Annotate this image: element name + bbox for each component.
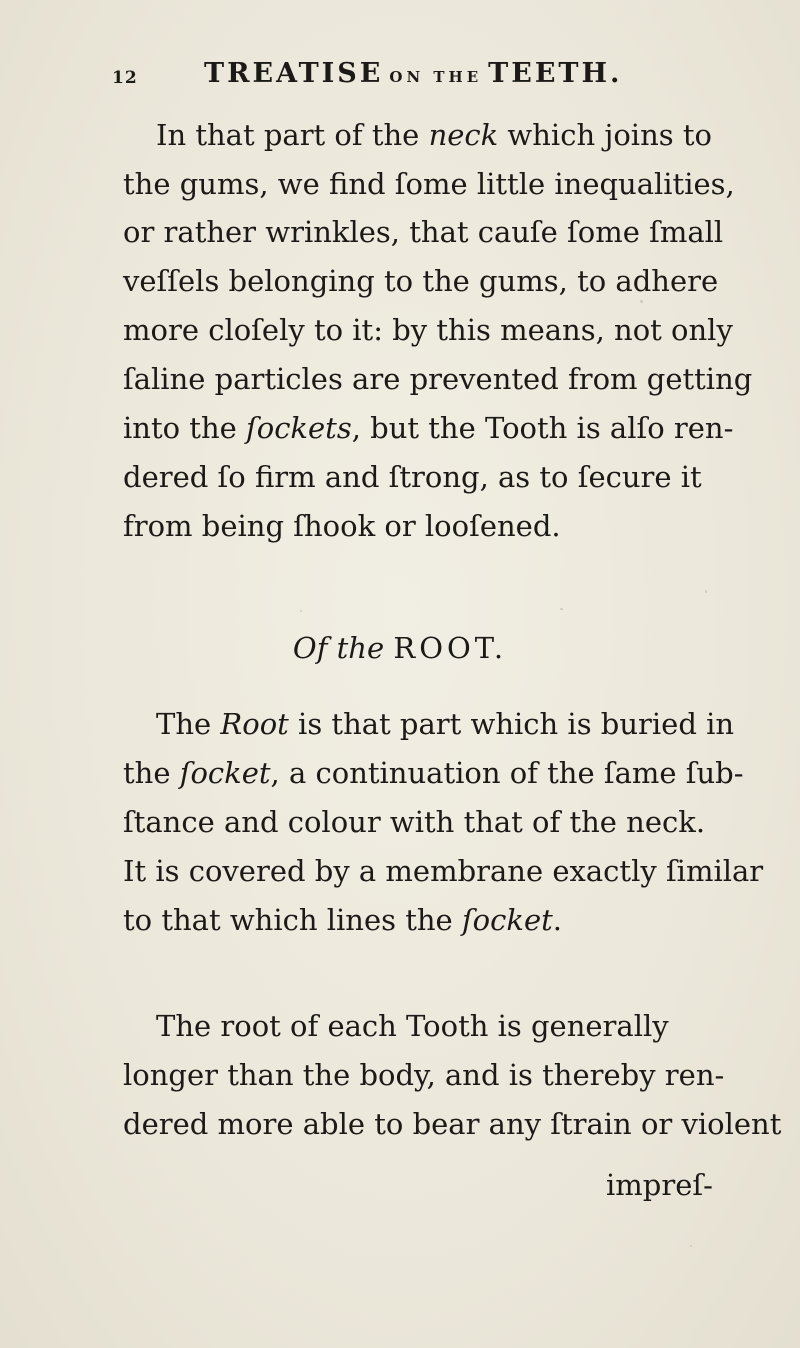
running-title-teeth: TEETH. — [488, 58, 623, 89]
paragraph-line: ſaline particles are prevented from getting — [123, 362, 753, 396]
paragraph-line: longer than the body, and is thereby ren- — [123, 1058, 725, 1092]
paragraph-line: dered more able to bear any ſtrain or violent — [123, 1107, 782, 1141]
paragraph-line: into the ſockets, but the Tooth is alſo ren- — [123, 411, 734, 445]
section-heading-title: ROOT. — [393, 631, 508, 665]
paragraph-line: dered ſo firm and ſtrong, as to ſecure it — [123, 460, 702, 494]
paragraph-line: The Root is that part which is buried in — [156, 707, 735, 741]
running-title-treatise: TREATISE — [204, 58, 384, 89]
paragraph-line: the gums, we find ſome little inequalities, — [123, 167, 735, 201]
paragraph-line: from being ſhook or looſened. — [123, 509, 561, 543]
paragraph-line: to that which lines the ſocket. — [123, 903, 562, 937]
paragraph-line: veſſels belonging to the gums, to adhere — [123, 264, 719, 298]
section-heading — [0, 630, 800, 666]
italic-term: ſockets — [246, 411, 352, 445]
running-title — [204, 58, 622, 89]
paragraph-line: It is covered by a membrane exactly ſimilar — [123, 854, 764, 888]
section-heading-prefix: Of the — [292, 631, 385, 665]
running-title-on-the: ON THE — [389, 68, 483, 86]
paragraph-line: more cloſely to it: by this means, not only — [123, 313, 733, 347]
page-number: 12 — [112, 68, 138, 88]
running-header — [112, 58, 712, 98]
paragraph-line: or rather wrinkles, that cauſe ſome ſmall — [123, 215, 724, 249]
catchword: impreſ- — [606, 1168, 713, 1202]
italic-term: neck — [428, 118, 499, 152]
italic-term: Root — [220, 707, 289, 741]
italic-term: ſocket — [461, 903, 553, 937]
paragraph-line: the ſocket, a continuation of the ſame ſub- — [123, 756, 744, 790]
paragraph-line: The root of each Tooth is generally — [156, 1009, 669, 1043]
paragraph-line: ſtance and colour with that of the neck. — [123, 805, 706, 839]
paragraph-line: In that part of the neck which joins to — [156, 118, 712, 152]
italic-term: ſocket — [179, 756, 271, 790]
